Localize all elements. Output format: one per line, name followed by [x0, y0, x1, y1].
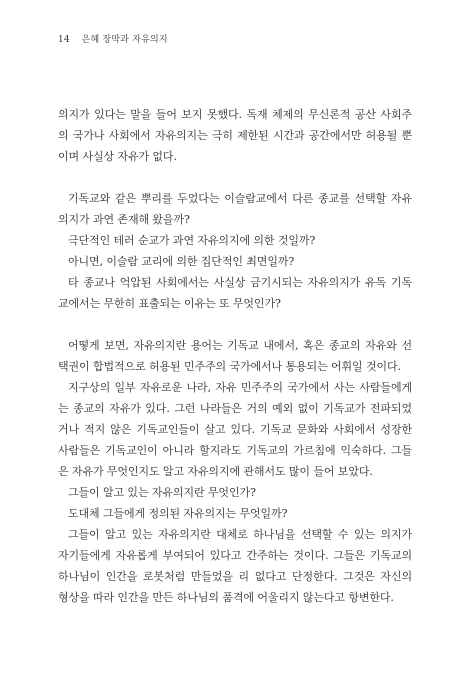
text-line: 의지가 있다는 말을 들어 보지 못했다. 독재 체제의 무신론적 공산 사회주: [58, 108, 412, 121]
body-text: [58, 104, 412, 608]
running-header: [58, 34, 412, 46]
text-line: 극단적인 테러 순교가 과연 자유의지에 의한 것일까?: [68, 234, 316, 247]
text-line: 의지가 과연 존재해 왔을까?: [58, 213, 190, 226]
text-line: 어떻게 보면, 자유의지란 용어는 기독교 내에서, 혹은 종교의 자유와 선: [68, 339, 412, 352]
text-line: 자기들에게 자유롭게 부여되어 있다고 간주하는 것이다. 그들은 기독교의: [58, 549, 412, 562]
paragraph-6: [58, 335, 412, 377]
paragraph-8: [58, 482, 412, 503]
text-line: 거나 적지 않은 기독교인들이 살고 있다. 기독교 문화와 사회에서 성장한: [58, 423, 412, 436]
text-line: 의 국가나 사회에서 자유의지는 극히 제한된 시간과 공간에서만 허용될 뿐: [58, 129, 412, 142]
text-line: 교에서는 무한히 표출되는 이유는 또 무엇인가?: [58, 297, 281, 310]
text-line: 기독교와 같은 뿌리를 두었다는 이슬람교에서 다른 종교를 선택할 자유: [68, 192, 412, 205]
paragraph-3: [58, 230, 412, 251]
text-line: 은 자유가 무엇인지도 알고 자유의지에 관해서도 많이 들어 보았다.: [58, 465, 373, 478]
text-line: 그들이 알고 있는 자유의지란 대체로 하나님을 선택할 수 있는 의지가: [68, 528, 412, 541]
paragraph-5: [58, 272, 412, 314]
paragraph-1: [58, 104, 412, 167]
text-line: 형상을 따라 인간을 만든 하나님의 품격에 어울리지 않는다고 항변한다.: [58, 591, 394, 604]
paragraph-gap: [58, 167, 412, 188]
page-number: 14: [58, 35, 70, 45]
text-line: 아니면, 이슬람 교리에 의한 집단적인 최면일까?: [68, 255, 295, 268]
book-title: 은혜 장막과 자유의지: [81, 35, 168, 45]
paragraph-9: [58, 503, 412, 524]
paragraph-2: [58, 188, 412, 230]
text-line: 도대체 그들에게 정의된 자유의지는 무엇일까?: [68, 507, 288, 520]
text-line: 하나님이 인간을 로봇처럼 만들었을 리 없다고 단정한다. 그것은 자신의: [58, 570, 412, 583]
paragraph-7: [58, 377, 412, 482]
text-line: 지구상의 일부 자유로운 나라, 자유 민주주의 국가에서 사는 사람들에게: [68, 381, 412, 394]
paragraph-4: [58, 251, 412, 272]
text-line: 택권이 합법적으로 허용된 민주주의 국가에서나 통용되는 어휘일 것이다.: [58, 360, 401, 373]
text-line: 는 종교의 자유가 있다. 그런 나라들은 거의 예외 없이 기독교가 전파되었: [58, 402, 412, 415]
text-line: 타 종교나 억압된 사회에서는 사실상 금기시되는 자유의지가 유독 기독: [68, 276, 412, 289]
paragraph-gap: [58, 314, 412, 335]
paragraph-10: [58, 524, 412, 608]
text-line: 사람들은 기독교인이 아니라 할지라도 기독교의 가르침에 익숙하다. 그들: [58, 444, 412, 457]
text-line: 그들이 알고 있는 자유의지란 무엇인가?: [68, 486, 256, 499]
text-line: 이며 사실상 자유가 없다.: [58, 150, 177, 163]
